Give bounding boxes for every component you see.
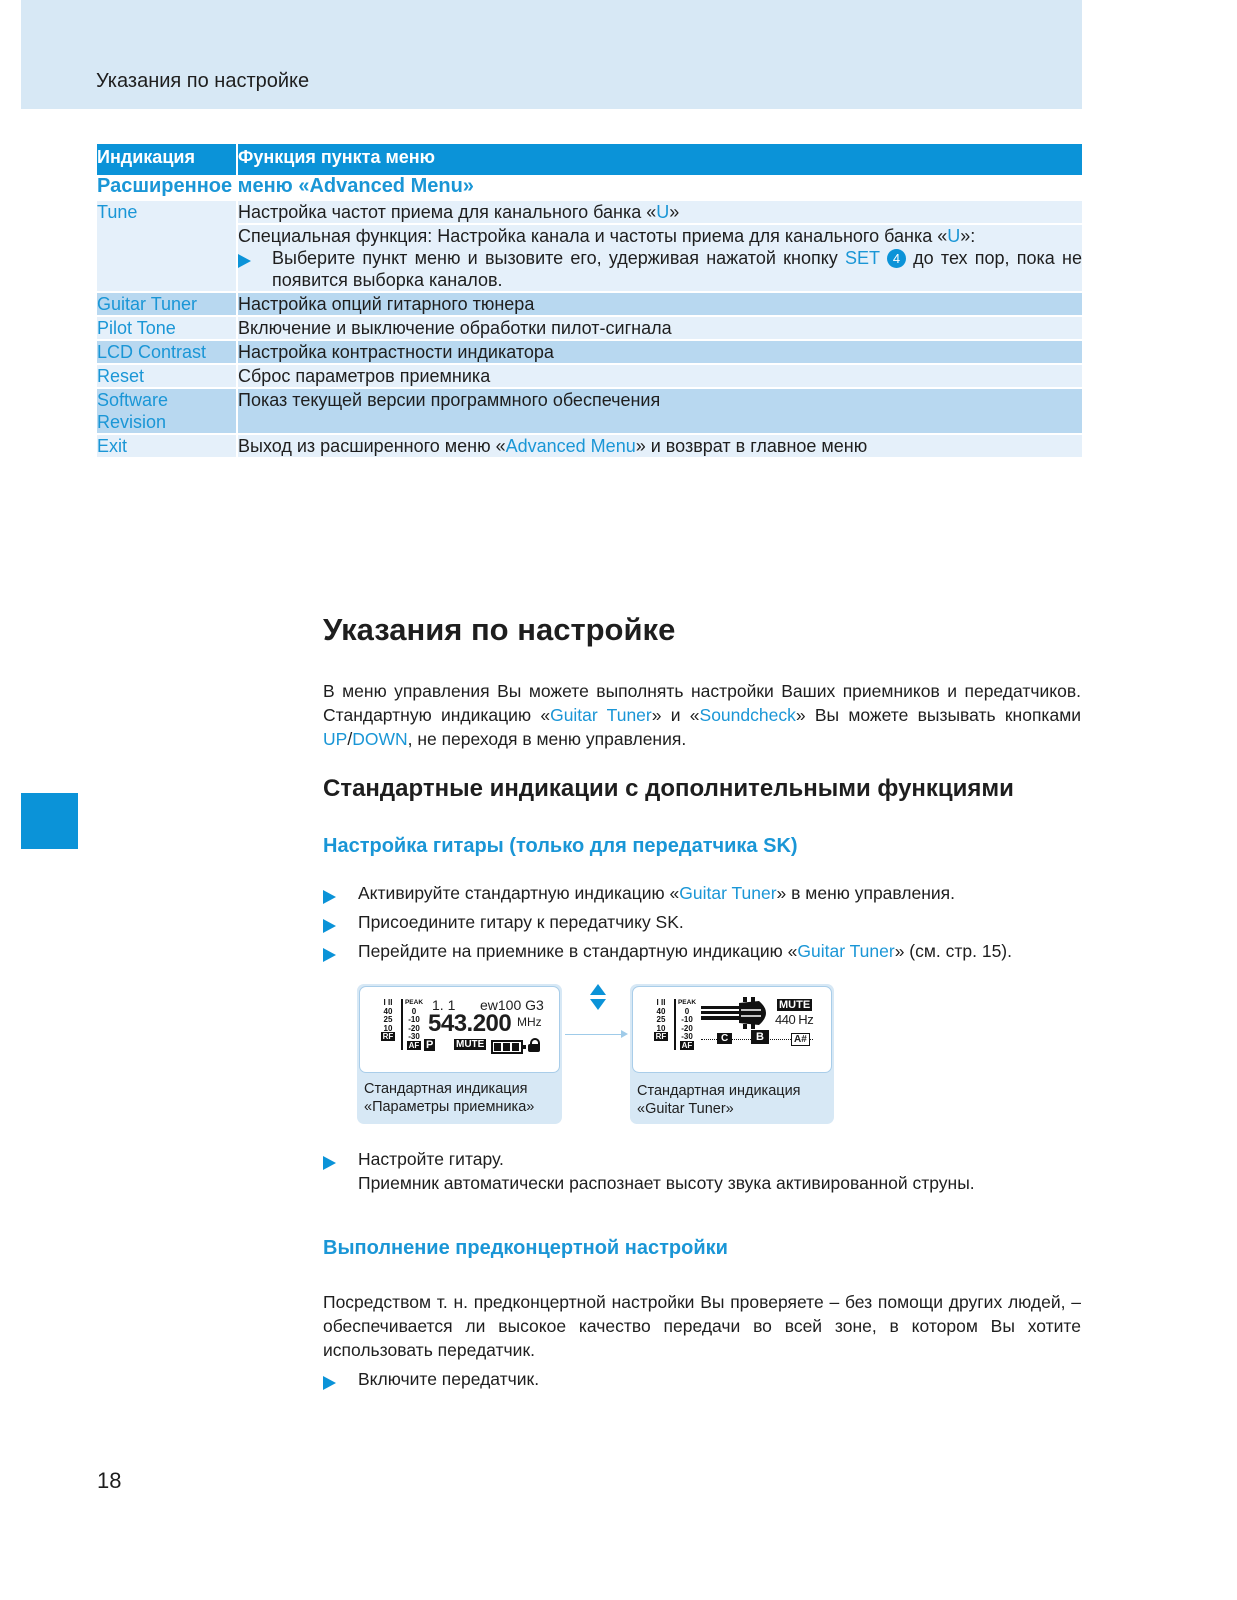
text: »	[669, 202, 680, 222]
lcd-card-guitar-tuner	[630, 984, 834, 1124]
meter-tick: -20	[681, 1023, 693, 1033]
text: /	[347, 729, 353, 749]
af-meter	[401, 999, 425, 1050]
row-desc: Показ текущей версии программного обеспечения	[238, 389, 1082, 435]
table-section-row	[97, 175, 1082, 201]
subsection-title: Стандартные индикации с дополнительными функциями	[323, 775, 1014, 802]
rf-meter	[378, 999, 398, 1042]
advanced-menu-table	[97, 144, 1082, 459]
mute-indicator	[777, 999, 812, 1011]
bullet-arrow-icon	[323, 1156, 336, 1170]
text: Приемник автоматически распознает высоту звука активированной струны.	[358, 1173, 975, 1193]
row-desc	[238, 201, 1082, 225]
lcd-caption	[637, 1082, 801, 1118]
callout-number-icon: 4	[887, 249, 906, 268]
table-row	[97, 317, 1082, 341]
table-header-row	[97, 144, 1082, 175]
instruction-step	[323, 881, 955, 909]
bullet-arrow-icon	[238, 254, 251, 268]
preset-label: P	[426, 1039, 434, 1051]
meter-tick: -30	[408, 1032, 420, 1041]
meter-head: I II	[656, 998, 666, 1007]
instruction-step	[238, 247, 1082, 291]
channel-number: 1. 1	[432, 997, 456, 1013]
lcd-screen	[632, 986, 832, 1073]
transition-arrow-line	[565, 1034, 623, 1035]
channel-bank-link: U	[947, 226, 961, 246]
text: Перейдите на приемнике в стандартную индикацию «	[358, 941, 798, 961]
down-button-ref: DOWN	[352, 729, 408, 749]
guitar-tuning-title: Настройка гитары (только для передатчика SK)	[323, 835, 798, 857]
table-row	[97, 365, 1082, 389]
meter-tick: 40	[383, 1006, 393, 1016]
row-label: Reset	[97, 365, 238, 389]
preset-indicator	[424, 1039, 435, 1051]
row-desc: Настройка контрастности индикатора	[238, 341, 1082, 365]
row-desc: Сброс параметров приемника	[238, 365, 1082, 389]
instruction-step	[323, 910, 684, 938]
text: » Вы можете вызывать кнопками	[795, 705, 1082, 725]
meter-tick: 10	[383, 1023, 393, 1033]
up-down-arrows-icon	[590, 984, 606, 1010]
section-title: Указания по настройке	[323, 612, 676, 647]
meter-tick: 25	[656, 1015, 666, 1024]
guitar-tuner-ref: Guitar Tuner	[679, 883, 777, 903]
instruction-step	[323, 1367, 539, 1395]
lcd-caption	[364, 1080, 534, 1116]
text: » (см. стр. 15).	[894, 941, 1012, 961]
advanced-menu-ref: Advanced Menu	[505, 436, 636, 456]
table-row	[97, 293, 1082, 317]
meter-head: I II	[383, 998, 393, 1007]
row-desc: Включение и выключение обработки пилот-сигнала	[238, 317, 1082, 341]
caption-line: Стандартная индикация	[637, 1083, 801, 1099]
peak-label: PEAK	[677, 999, 697, 1006]
row-label: Software Revision	[97, 389, 238, 435]
bullet-arrow-icon	[323, 890, 336, 904]
instruction-step	[323, 939, 1012, 967]
set-button-ref: SET	[845, 248, 880, 268]
rf-label: RF	[382, 1032, 394, 1041]
guitar-tuner-ref: Guitar Tuner	[550, 705, 652, 725]
row-desc: Настройка опций гитарного тюнера	[238, 293, 1082, 317]
table-section-title: Расширенное меню «Advanced Menu»	[97, 175, 474, 197]
guitar-headstock-icon	[701, 997, 773, 1029]
text: Выход из расширенного меню «	[238, 436, 506, 456]
note-lower: C	[717, 1033, 732, 1044]
meter-tick: 40	[656, 1006, 666, 1016]
text: В меню управления Вы можете выполнять настройки Ваших приемников и передатчиков. Стандартную индикацию «	[323, 681, 1081, 725]
instruction-step	[323, 1147, 975, 1195]
text: Настройка частот приема для канального банка «	[238, 202, 657, 222]
soundcheck-title: Выполнение предконцертной настройки	[323, 1237, 728, 1259]
lock-icon	[527, 1038, 541, 1052]
soundcheck-paragraph: Посредством т. н. предконцертной настройки Вы проверяете – без помощи других людей, – обеспечивается ли высокое качество передачи во всей зоне, в котором Вы хотите использовать передатчик.	[323, 1292, 1081, 1360]
rf-meter	[651, 999, 671, 1042]
col-header-indication: Индикация	[97, 144, 238, 175]
text: Выберите пункт меню и вызовите его, удерживая нажатой кнопку	[272, 248, 846, 268]
table-row-tune-special	[97, 225, 1082, 293]
text: » в меню управления.	[776, 883, 956, 903]
text: Активируйте стандартную индикацию «	[358, 883, 680, 903]
bullet-arrow-icon	[323, 948, 336, 962]
up-button-ref: UP	[323, 729, 348, 749]
mute-label: MUTE	[456, 1039, 485, 1050]
caption-line: Стандартная индикация	[364, 1081, 528, 1097]
peak-label: PEAK	[404, 999, 424, 1006]
af-label: AF	[408, 1040, 420, 1050]
rf-label: RF	[655, 1032, 667, 1041]
meter-tick: 0	[411, 1006, 417, 1016]
af-meter	[674, 999, 698, 1050]
meter-tick: 25	[383, 1015, 393, 1024]
text: »:	[960, 226, 976, 246]
row-label: Exit	[97, 435, 238, 459]
caption-line: «Параметры приемника»	[364, 1099, 535, 1115]
table-row-exit	[97, 435, 1082, 459]
text: Настройте гитару.	[358, 1149, 504, 1169]
bullet-arrow-icon	[323, 919, 336, 933]
row-label: Tune	[97, 201, 238, 293]
frequency-unit: MHz	[517, 1015, 542, 1029]
table-row	[97, 341, 1082, 365]
note-upper: A#	[791, 1033, 810, 1046]
lcd-card-receiver-params	[357, 984, 562, 1124]
meter-tick: -10	[681, 1015, 693, 1024]
row-label: Guitar Tuner	[97, 293, 238, 317]
chapter-tab-marker	[21, 793, 78, 849]
meter-tick: -20	[408, 1023, 420, 1033]
row-desc	[238, 225, 1082, 293]
intro-paragraph	[323, 679, 1081, 751]
bullet-arrow-icon	[323, 1376, 336, 1390]
row-label: LCD Contrast	[97, 341, 238, 365]
frequency-value: 543.200	[428, 1010, 512, 1037]
text: , не переходя в меню управления.	[407, 729, 687, 749]
reference-frequency: 440 Hz	[775, 1012, 814, 1027]
mute-label: MUTE	[779, 999, 811, 1011]
caption-line: «Guitar Tuner»	[637, 1101, 734, 1117]
table-row	[97, 389, 1082, 435]
page-number: 18	[97, 1468, 122, 1493]
meter-tick: 10	[656, 1023, 666, 1033]
lcd-screen	[359, 986, 560, 1073]
running-header-title: Указания по настройке	[96, 70, 310, 92]
row-label: Pilot Tone	[97, 317, 238, 341]
meter-tick: -10	[408, 1015, 420, 1024]
table-row-tune	[97, 201, 1082, 225]
col-header-function: Функция пункта меню	[238, 144, 1082, 175]
meter-tick: 0	[684, 1006, 690, 1016]
text: до тех пор, пока не появится выборка каналов.	[272, 248, 1082, 290]
text: » и возврат в главное меню	[635, 436, 868, 456]
text: » и «	[651, 705, 700, 725]
model-name: ew100 G3	[480, 997, 544, 1013]
text: Включите передатчик.	[358, 1369, 540, 1389]
note-current: B	[751, 1030, 769, 1044]
text: Присоедините гитару к передатчику SK.	[358, 912, 684, 932]
channel-bank-link: U	[656, 202, 670, 222]
battery-full-icon	[491, 1040, 523, 1054]
row-desc	[238, 435, 1082, 459]
running-header-band	[21, 0, 1082, 109]
text: Специальная функция: Настройка канала и частоты приема для канального банка «	[238, 226, 948, 246]
af-label: AF	[681, 1040, 693, 1050]
mute-indicator	[454, 1039, 486, 1050]
meter-tick: -30	[681, 1032, 693, 1041]
soundcheck-ref: Soundcheck	[699, 705, 796, 725]
transition-arrow-icon	[621, 1030, 628, 1038]
guitar-tuner-ref: Guitar Tuner	[797, 941, 895, 961]
